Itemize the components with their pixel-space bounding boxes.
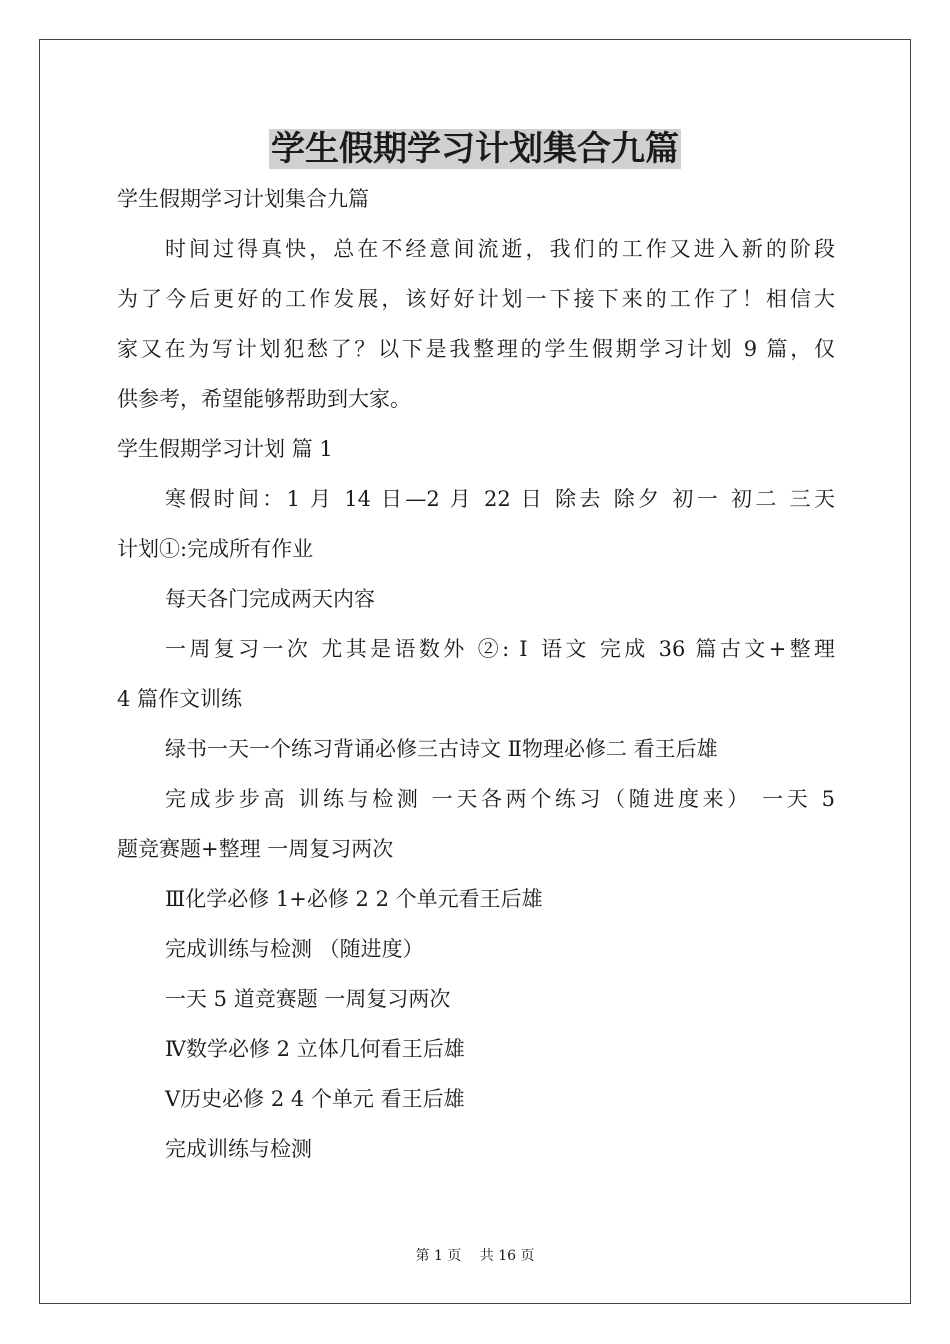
- text-line: 完成训练与检测: [165, 1137, 312, 1161]
- text-line: 计划①:完成所有作业: [117, 537, 314, 561]
- text-line: 家又在为写计划犯愁了？以下是我整理的学生假期学习计划 9 篇，仅: [117, 337, 835, 361]
- document-body: [117, 174, 835, 1174]
- text-line: 一周复习一次 尤其是语数外 ②: Ⅰ 语文 完成 36 篇古文+整理: [165, 637, 835, 661]
- text-line: 一天 5 道竞赛题 一周复习两次: [165, 987, 451, 1011]
- text-line: 为了今后更好的工作发展，该好好计划一下接下来的工作了！相信大: [117, 287, 835, 311]
- text-line: 题竞赛题+整理 一周复习两次: [117, 837, 394, 861]
- text-line: 时间过得真快，总在不经意间流逝，我们的工作又进入新的阶段: [165, 237, 835, 261]
- text-line: Ⅳ数学必修 2 立体几何看王后雄: [165, 1037, 465, 1061]
- page-footer: [0, 1246, 950, 1266]
- text-line: 完成训练与检测 （随进度）: [165, 937, 424, 961]
- text-line: 供参考，希望能够帮助到大家。: [117, 387, 411, 411]
- text-line: 学生假期学习计划集合九篇: [117, 187, 369, 211]
- text-line: Ⅴ历史必修 2 4 个单元 看王后雄: [165, 1087, 465, 1111]
- text-line: 寒假时间：1 月 14 日—2 月 22 日 除去 除夕 初一 初二 三天: [165, 487, 835, 511]
- text-line: 每天各门完成两天内容: [165, 587, 375, 611]
- document-title: [0, 126, 950, 172]
- text-line: 完成步步高 训练与检测 一天各两个练习（随进度来） 一天 5: [165, 787, 835, 811]
- text-line: Ⅲ化学必修 1+必修 2 2 个单元看王后雄: [165, 887, 543, 911]
- text-line: 学生假期学习计划 篇 1: [117, 437, 333, 461]
- text-line: 4 篇作文训练: [117, 687, 243, 711]
- page-number: 第 1 页 共 16 页: [415, 1248, 535, 1264]
- document-title-text: 学生假期学习计划集合九篇: [271, 129, 679, 169]
- text-line: 绿书一天一个练习背诵必修三古诗文 Ⅱ物理必修二 看王后雄: [165, 737, 718, 761]
